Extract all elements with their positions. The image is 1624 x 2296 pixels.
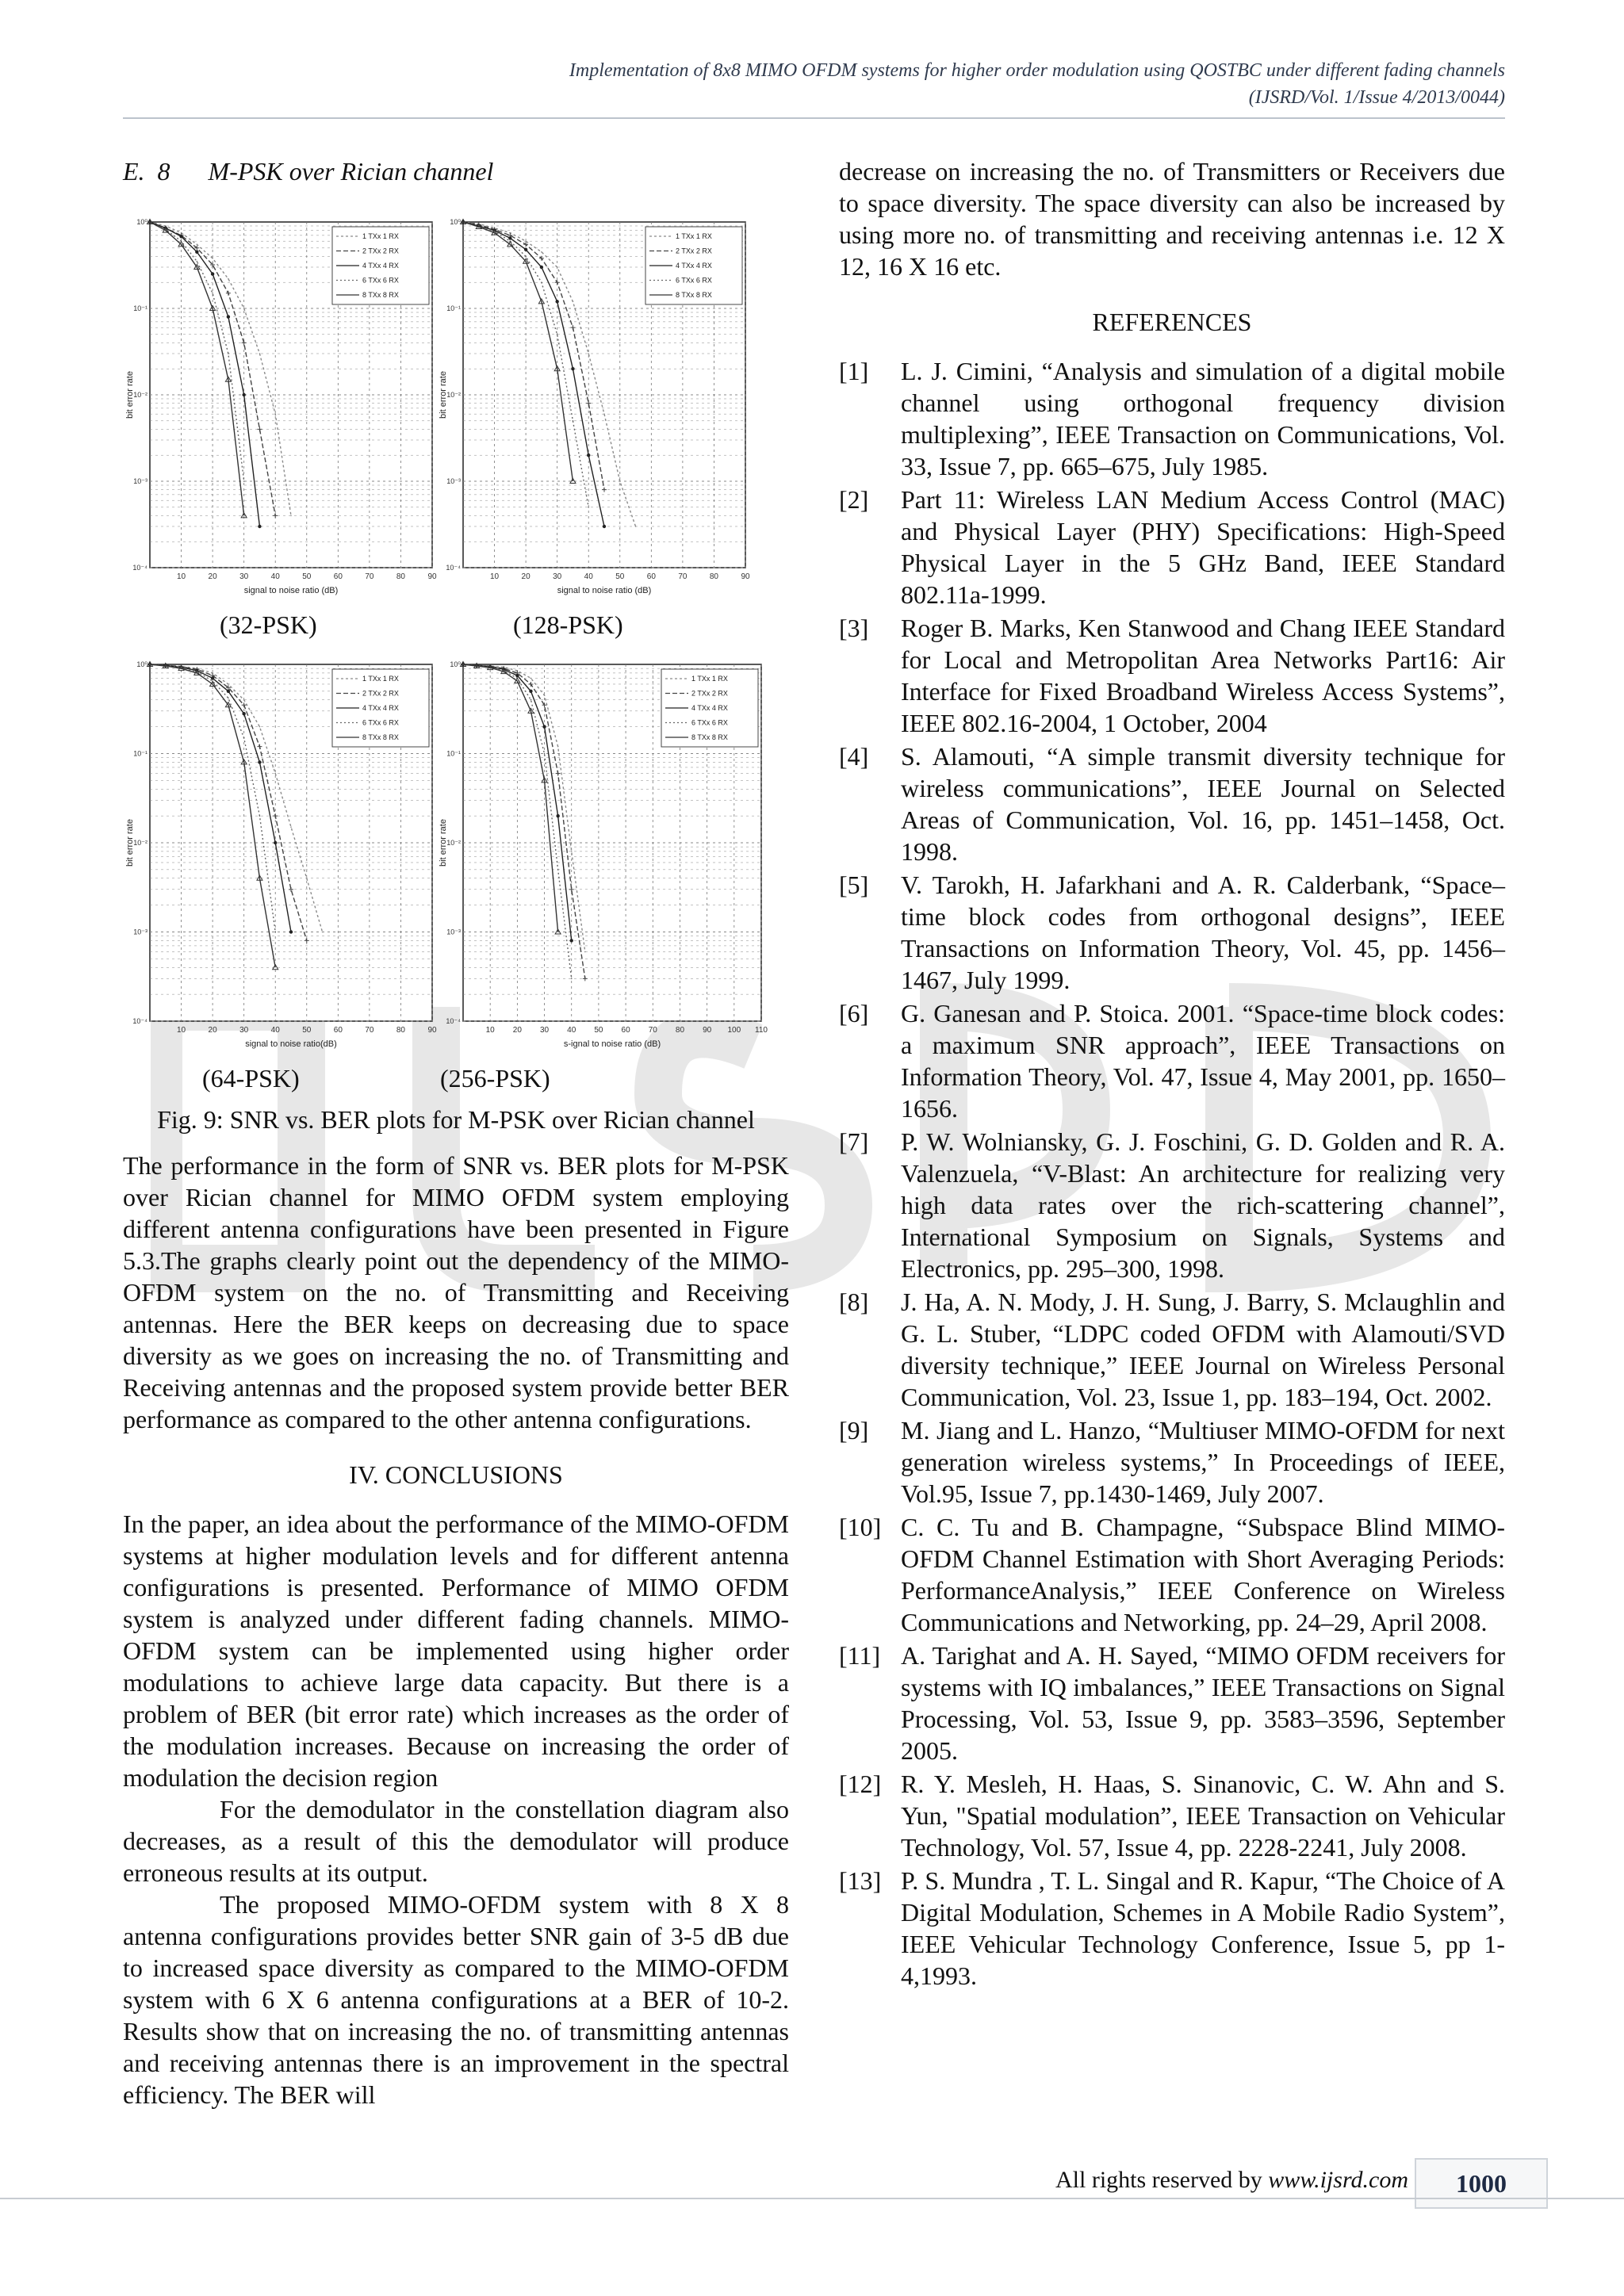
- data-point: [243, 737, 245, 739]
- data-point: [557, 266, 558, 268]
- reference-number: [13]: [839, 1866, 882, 1895]
- y-tick-label: 10⁻⁴: [446, 1017, 461, 1025]
- reference-list: [839, 355, 1505, 1992]
- reference-text: G. Ganesan and P. Stoica. 2001. “Space-time block codes: a maximum SNR approach”, IEEE Transactions on Information Theory, Vol. 47, Issue 4, May 2001, pp. 1650–1656.: [901, 999, 1505, 1123]
- x-axis-label: signal to noise ratio(dB): [245, 1039, 337, 1049]
- x-tick-label: 60: [646, 572, 656, 581]
- x-tick-label: 50: [302, 572, 312, 581]
- data-point: [525, 256, 527, 258]
- data-point: [243, 699, 245, 701]
- data-point: [274, 932, 276, 933]
- footer-copyright: [1055, 2164, 1408, 2196]
- data-point: [603, 525, 606, 528]
- legend-label: 2 TXx 2 RX: [362, 247, 399, 255]
- data-point: [544, 753, 546, 755]
- x-tick-label: 80: [396, 572, 406, 581]
- data-point: [211, 272, 214, 275]
- data-point: [259, 726, 261, 728]
- data-point: [619, 480, 621, 482]
- data-point: [571, 978, 573, 980]
- reference-item: [839, 1126, 1505, 1284]
- legend-label: 4 TXx 4 RX: [362, 262, 399, 270]
- reference-item: [839, 740, 1505, 867]
- data-point: [515, 674, 519, 677]
- right-column: [839, 155, 1505, 1993]
- legend-label: 6 TXx 6 RX: [676, 276, 712, 285]
- reference-number: [5]: [839, 871, 869, 899]
- y-tick-label: 10⁻²: [133, 839, 147, 847]
- x-axis-label: signal to noise ratio (dB): [243, 586, 339, 595]
- data-point: [179, 235, 182, 238]
- x-tick-label: 100: [727, 1026, 741, 1035]
- y-tick-label: 10⁻¹: [446, 749, 461, 758]
- reference-text: Part 11: Wireless LAN Medium Access Control (MAC) and Physical Layer (PHY) Specifications: High-Speed Physical Layer in the 5 GHz Band, IEEE Standard 802.11a-1999.: [901, 485, 1505, 609]
- reference-text: L. J. Cimini, “Analysis and simulation of a digital mobile channel using orthogonal frequency division multiplexing”, IEEE Transaction on Communications, Vol. 33, Issue 7, pp. 665–675, July 1985.: [901, 357, 1505, 480]
- x-tick-label: 30: [539, 1026, 550, 1035]
- y-tick-label: 10⁻⁴: [132, 564, 147, 572]
- reference-text: V. Tarokh, H. Jafarkhani and A. R. Calderbank, “Space–time block codes from orthogonal designs”, IEEE Transactions on Information Theory, Vol. 45, pp. 1456–1467, July 1999.: [901, 871, 1505, 994]
- data-point: [573, 301, 574, 303]
- subfigure-label-256-psk: (256-PSK): [440, 1064, 550, 1093]
- data-point: [242, 393, 245, 396]
- section-heading-conclusions: IV. CONCLUSIONS: [349, 1460, 563, 1489]
- data-point: [571, 367, 574, 370]
- references-heading: REFERENCES: [1092, 308, 1252, 336]
- data-point: [290, 826, 292, 828]
- legend-label: 2 TXx 2 RX: [362, 689, 399, 698]
- data-point: [259, 815, 261, 817]
- legend-label: 1 TXx 1 RX: [691, 675, 728, 683]
- plot-256-psk: [436, 650, 769, 1062]
- data-point: [227, 315, 230, 318]
- x-tick-label: 90: [703, 1026, 712, 1035]
- reference-item: [839, 484, 1505, 610]
- ber-chart-32-psk: [123, 208, 440, 609]
- data-point: [242, 712, 245, 715]
- y-tick-label: 10⁻⁴: [132, 1017, 147, 1025]
- plot-128-psk: [436, 208, 753, 609]
- reference-item: [839, 997, 1505, 1124]
- reference-number: [9]: [839, 1416, 869, 1445]
- reference-item: [839, 1865, 1505, 1992]
- reference-item: [839, 1286, 1505, 1413]
- y-tick-label: 10⁻³: [446, 928, 461, 936]
- y-tick-label: 10⁻²: [133, 391, 147, 399]
- reference-number: [7]: [839, 1127, 869, 1156]
- data-point: [557, 334, 558, 335]
- data-point: [542, 725, 546, 728]
- x-tick-label: 80: [675, 1026, 685, 1035]
- data-point: [322, 932, 324, 933]
- left-column: [123, 155, 789, 2110]
- data-point: [290, 515, 292, 517]
- reference-text: P. W. Wolniansky, G. J. Foschini, G. D. Golden and R. A. Valenzuela, “V-Blast: An architecture for realizing very high data rates over the rich-scattering channel”, International Symposium on Signals, Systems and Electronics, pp. 295–300, 1998.: [901, 1127, 1505, 1283]
- x-tick-label: 80: [396, 1026, 406, 1035]
- data-point: [306, 878, 308, 879]
- data-point: [588, 507, 589, 508]
- data-point: [258, 525, 261, 528]
- running-header: [78, 57, 1505, 111]
- y-axis-label: bit error rate: [439, 371, 448, 419]
- x-tick-label: 20: [208, 1026, 217, 1035]
- data-point: [228, 683, 229, 685]
- y-tick-label: 10⁰: [450, 218, 461, 226]
- legend-label: 4 TXx 4 RX: [676, 262, 712, 270]
- data-point: [259, 353, 261, 354]
- x-tick-label: 70: [678, 572, 688, 581]
- x-tick-label: 70: [365, 572, 374, 581]
- legend-label: 2 TXx 2 RX: [691, 689, 728, 698]
- x-tick-label: 40: [270, 572, 280, 581]
- subfigure-label-128-psk: (128-PSK): [513, 610, 623, 639]
- y-tick-label: 10⁻³: [446, 477, 461, 485]
- reference-number: [10]: [839, 1513, 882, 1541]
- data-point: [530, 699, 532, 701]
- y-tick-label: 10⁻³: [133, 477, 147, 485]
- x-tick-label: 30: [553, 572, 562, 581]
- x-tick-label: 90: [427, 1026, 437, 1035]
- reference-item: [839, 355, 1505, 482]
- x-tick-label: 20: [521, 572, 530, 581]
- data-point: [274, 841, 277, 844]
- data-point: [524, 248, 527, 251]
- body-paragraph-conclusion-2: For the demodulator in the constellation diagram also decreases, as a result of this the demodulator will produce erroneous results at its output.: [123, 1795, 789, 1887]
- reference-text: P. S. Mundra , T. L. Singal and R. Kapur, “The Choice of A Digital Modulation, Schemes in A Mobile Radio System”, IEEE Vehicular Technology Conference, Issue 5, pp 1- 4,1993.: [901, 1866, 1505, 1990]
- x-tick-label: 40: [567, 1026, 576, 1035]
- x-axis-label: s-ignal to noise ratio (dB): [563, 1039, 661, 1049]
- x-tick-label: 10: [489, 572, 500, 581]
- subsection-title: M-PSK over Rician channel: [208, 157, 494, 186]
- body-paragraph-results: The performance in the form of SNR vs. BER plots for M-PSK over Rician channel for MIMO OFDM system employing different antenna configurations have been presented in Figure 5.3.The graphs clearly point out the dependency of the MIMO-OFDM system on the no. of Transmitting and Receiving antennas. Here the BER keeps on decreasing due to space diversity as we goes on increasing the no. of Transmitting and Receiving antennas and the proposed system provide better BER performance as compared to the other antenna configurations.: [123, 1151, 789, 1433]
- reference-item: [839, 1414, 1505, 1510]
- x-tick-label: 50: [615, 572, 625, 581]
- plot-64-psk: [123, 650, 440, 1062]
- data-point: [557, 746, 559, 748]
- x-tick-label: 50: [594, 1026, 603, 1035]
- x-tick-label: 10: [176, 1026, 186, 1035]
- x-tick-label: 20: [208, 572, 217, 581]
- y-tick-label: 10⁻¹: [133, 304, 147, 312]
- footer-website-link[interactable]: www.ijsrd.com: [1268, 2167, 1408, 2193]
- reference-text: R. Y. Mesleh, H. Haas, S. Sinanovic, C. W. Ahn and S. Yun, "Spatial modulation”, IEEE Transaction on Vehicular Technology, Vol. 57, Issue 4, pp. 2228-2241, July 2008.: [901, 1770, 1505, 1862]
- data-point: [555, 300, 558, 303]
- legend-label: 8 TXx 8 RX: [676, 291, 712, 299]
- data-point: [274, 413, 276, 415]
- body-paragraph-continued: decrease on increasing the no. of Transmitters or Receivers due to space diversity. The space diversity can also be increased by using more no. of transmitting and receiving antennas i.e. 12 X 12, 16 X 16 etc.: [839, 157, 1505, 281]
- data-point: [197, 244, 198, 246]
- reference-number: [8]: [839, 1288, 869, 1316]
- reference-text: Roger B. Marks, Ken Stanwood and Chang IEEE Standard for Local and Metropolitan Area Networks Part16: Air Interface for Fixed Broadband Wireless Access Systems”, IEEE 802.16-2004, 1 October, 2004: [901, 614, 1505, 737]
- data-point: [588, 353, 589, 354]
- legend-label: 2 TXx 2 RX: [676, 247, 712, 255]
- figure-caption-row-2: [123, 1062, 789, 1099]
- x-tick-label: 90: [427, 572, 437, 581]
- data-point: [635, 526, 637, 527]
- y-axis-label: bit error rate: [125, 819, 135, 867]
- legend-label: 6 TXx 6 RX: [362, 718, 399, 727]
- data-point: [212, 258, 213, 259]
- body-paragraph-conclusion-3: The proposed MIMO-OFDM system with 8 X 8 antenna configurations provides better SNR gain of 3-5 dB due to increased space diversity as compared to the MIMO-OFDM system with 6 X 6 antenna configurations at a BER of 10-2. Results show that on increasing the no. of transmitting antennas and receiving antennas there is an improvement in the spectral efficiency. The BER will: [123, 1890, 789, 2109]
- header-divider: [123, 117, 1505, 119]
- page-number: 1000: [1415, 2158, 1548, 2209]
- data-point: [529, 690, 532, 693]
- x-tick-label: 30: [239, 1026, 249, 1035]
- data-point: [258, 760, 261, 763]
- y-tick-label: 10⁰: [136, 660, 147, 668]
- data-point: [212, 293, 213, 294]
- reference-text: C. C. Tu and B. Champagne, “Subspace Blind MIMO-OFDM Channel Estimation with Short Averaging Periods: PerformanceAnalysis,” IEEE Conference on Wireless Communications and Networking, pp. 24–29, April 2008.: [901, 1513, 1505, 1636]
- data-point: [228, 698, 229, 699]
- reference-text: M. Jiang and L. Hanzo, “Multiuser MIMO-OFDM for next generation wireless systems,” In Proceedings of IEEE, Vol.95, Issue 7, pp.1430-1469, July 2007.: [901, 1416, 1505, 1508]
- x-tick-label: 10: [485, 1026, 495, 1035]
- y-tick-label: 10⁻¹: [133, 749, 147, 758]
- reference-text: S. Alamouti, “A simple transmit diversity technique for wireless communications”, IEEE Journal on Selected Areas of Communication, Vol. 16, pp. 1451–1458, Oct. 1998.: [901, 742, 1505, 866]
- subfigure-label-32-psk: (32-PSK): [220, 610, 317, 639]
- data-point: [211, 676, 214, 679]
- x-tick-label: 90: [741, 572, 750, 581]
- reference-item: [839, 1768, 1505, 1863]
- subsection-heading: [123, 155, 789, 187]
- ber-chart-64-psk: [123, 650, 440, 1062]
- x-tick-label: 60: [333, 1026, 343, 1035]
- data-point: [243, 480, 245, 482]
- y-tick-label: 10⁻²: [446, 839, 461, 847]
- x-tick-label: 40: [270, 1026, 280, 1035]
- reference-number: [3]: [839, 614, 869, 642]
- x-tick-label: 60: [333, 572, 343, 581]
- legend-label: 8 TXx 8 RX: [362, 291, 399, 299]
- legend-label: 8 TXx 8 RX: [691, 733, 728, 741]
- data-point: [228, 353, 229, 354]
- legend-label: 1 TXx 1 RX: [362, 232, 399, 240]
- plot-32-psk: [123, 208, 440, 609]
- header-title: Implementation of 8x8 MIMO OFDM systems for higher order modulation using QOSTBC under different fading channels: [569, 60, 1505, 81]
- x-tick-label: 50: [302, 1026, 312, 1035]
- y-tick-label: 10⁰: [450, 660, 461, 668]
- data-point: [540, 266, 543, 269]
- x-tick-label: 10: [176, 572, 186, 581]
- data-point: [508, 236, 511, 239]
- y-tick-label: 10⁻¹: [446, 304, 461, 312]
- data-point: [195, 251, 198, 254]
- reference-number: [2]: [839, 485, 869, 514]
- x-tick-label: 40: [584, 572, 593, 581]
- data-point: [525, 240, 527, 242]
- figure-row-1: [123, 208, 789, 609]
- x-tick-label: 20: [512, 1026, 522, 1035]
- data-point: [557, 869, 559, 871]
- x-tick-label: 30: [239, 572, 249, 581]
- y-tick-label: 10⁻³: [133, 928, 147, 936]
- data-point: [584, 951, 586, 953]
- legend-label: 4 TXx 4 RX: [362, 704, 399, 712]
- reference-number: [1]: [839, 357, 869, 385]
- legend-label: 8 TXx 8 RX: [362, 733, 399, 741]
- figure-row-2: [123, 650, 789, 1062]
- y-axis-label: bit error rate: [125, 371, 135, 419]
- x-tick-label: 60: [621, 1026, 630, 1035]
- data-point: [570, 939, 573, 942]
- data-point: [274, 773, 276, 775]
- reference-number: [4]: [839, 742, 869, 771]
- header-issue: (IJSRD/Vol. 1/Issue 4/2013/0044): [1248, 87, 1505, 108]
- legend-label: 6 TXx 6 RX: [691, 718, 728, 727]
- reference-item: [839, 612, 1505, 739]
- data-point: [541, 251, 542, 253]
- reference-item: [839, 1640, 1505, 1766]
- reference-text: A. Tarighat and A. H. Sayed, “MIMO OFDM receivers for systems with IQ imbalances,” IEEE Transactions on Signal Processing, Vol. 53, Issue 9, pp. 3583–3596, September 2005.: [901, 1641, 1505, 1765]
- data-point: [541, 281, 542, 283]
- data-point: [573, 420, 574, 422]
- figure-caption-row-1: [123, 609, 789, 645]
- legend-label: 1 TXx 1 RX: [362, 675, 399, 683]
- y-tick-label: 10⁰: [136, 218, 147, 226]
- subsection-number: E. 8: [123, 157, 170, 186]
- reference-number: [12]: [839, 1770, 882, 1798]
- data-point: [289, 930, 293, 933]
- x-tick-label: 80: [709, 572, 719, 581]
- data-point: [530, 678, 532, 679]
- ber-chart-128-psk: [436, 208, 753, 609]
- reference-item: [839, 869, 1505, 996]
- x-tick-label: 70: [648, 1026, 657, 1035]
- data-point: [556, 814, 559, 817]
- y-tick-label: 10⁻²: [446, 391, 461, 399]
- reference-text: J. Ha, A. N. Mody, J. H. Sung, J. Barry, S. Mclaughlin and G. L. Stuber, “LDPC coded OFDM with Alamouti/SVD diversity technique,” IEEE Journal on Wireless Personal Communication, Vol. 23, Issue 1, pp. 183–194, Oct. 2002.: [901, 1288, 1505, 1411]
- x-tick-label: 110: [755, 1026, 768, 1035]
- reference-number: [11]: [839, 1641, 881, 1670]
- footer-rights: All rights reserved by: [1055, 2167, 1262, 2193]
- data-point: [544, 695, 546, 696]
- figure-caption: Fig. 9: SNR vs. BER plots for M-PSK over Rician channel: [157, 1105, 755, 1134]
- body-paragraph-conclusion-1: In the paper, an idea about the performance of the MIMO-OFDM systems at higher modulation levels and for different antenna configurations is presented. Performance of MIMO OFDM system is analyzed under different fading channels. MIMO-OFDM system can be implemented using higher order modulations to achieve large data capacity. But there is a problem of BER (bit error rate) which increases as the order of the modulation increases. Because on increasing the order of modulation the decision region: [123, 1510, 789, 1792]
- data-point: [571, 851, 573, 852]
- data-point: [197, 261, 198, 262]
- data-point: [243, 308, 245, 309]
- data-point: [228, 278, 229, 280]
- data-point: [603, 413, 605, 415]
- subfigure-label-64-psk: (64-PSK): [202, 1064, 300, 1093]
- ber-chart-256-psk: [436, 650, 769, 1062]
- x-tick-label: 70: [365, 1026, 374, 1035]
- data-point: [587, 453, 590, 457]
- x-axis-label: signal to noise ratio (dB): [557, 586, 652, 595]
- reference-item: [839, 1511, 1505, 1638]
- reference-number: [6]: [839, 999, 869, 1027]
- data-point: [227, 690, 230, 693]
- legend-label: 4 TXx 4 RX: [691, 704, 728, 712]
- y-axis-label: bit error rate: [439, 819, 448, 867]
- legend-label: 1 TXx 1 RX: [676, 232, 712, 240]
- legend-label: 6 TXx 6 RX: [362, 276, 399, 285]
- footer-divider: [0, 2198, 1624, 2199]
- y-tick-label: 10⁻⁴: [446, 564, 461, 572]
